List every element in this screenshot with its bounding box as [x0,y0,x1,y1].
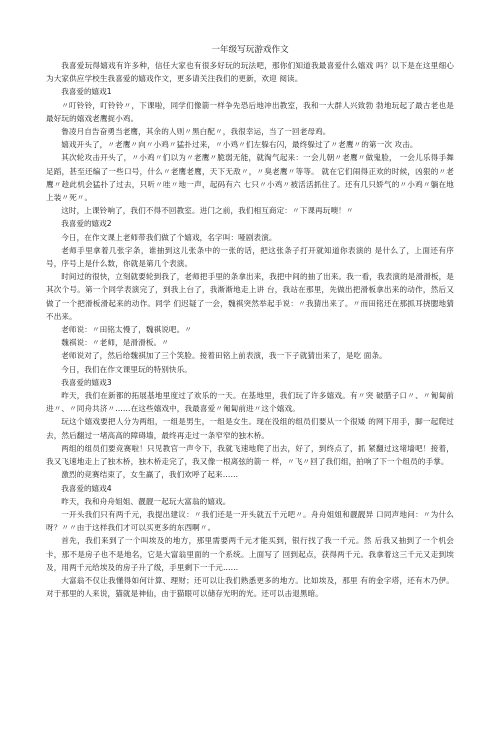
section-heading: 我喜爱的嬉戏3 [61,377,112,387]
paragraph: 老师手里拿着几张字条，谁抽到这儿张条中的一张的话，把这张条子打开就知道你表演的 是什么了，上面还有序号，序号上是什么数，你就是第几个表演。 [46,245,454,269]
section-1 [46,85,454,217]
paragraph: 老师说：〃田铭太慢了，魏祺说吧。〃 [61,325,192,335]
paragraph: 鲁凌月自告奋勇当老鹰，其余的人则〃黑白配〃，我很幸运，当了一回老母鸡。 [61,127,331,137]
section-2 [46,217,454,375]
paragraph: 今日，在作文课上老师带我们做了个嬉戏，名字叫：哑剧表演。 [61,232,277,242]
paragraph: 〃叮铃铃，叮铃铃〃，下课啦，同学们像箭一样争先恐后地冲出教室，我和一大群人兴致勃 勃地玩起了最古老也是最好玩的嬉戏老鹰捉小鸡。 [46,100,454,123]
paragraph: 大富翁不仅让我懂得如何计算、理财；还可以让我们熟悉更多的地方。比如埃及，那里 有的金字塔，还有木乃伊。对于那里的人来说，猫就是神仙，由于猫眼可以储存光明的光。还可以击退黑暗。 [46,575,454,599]
section-heading: 我喜爱的嬉戏4 [61,483,112,493]
paragraph: 一开头我们只有两千元，我提出建议：〃我们还是一开头就五千元吧〃。舟舟姐姐和靓靓异 口同声地问：〃为什么呀？〃〃由于这样我们才可以买更多的东西啊〃。 [46,509,454,533]
paragraph: 魏祺说：〃老师，是滑滑板。〃 [61,338,169,348]
section-heading: 我喜爱的嬉戏1 [61,87,112,97]
intro-paragraph: 我喜爱玩得嬉戏有许多种，信任大家也有很多好玩的玩法吧，那你们知道我最喜爱什么嬉戏 吗？以下是在这里细心为大家供应学校生我喜爱的嬉戏作文，更多请关注我们的更新，欢迎 阅读。 [46,61,454,84]
paragraph: 嬉戏开头了，〃老鹰〃向〃小鸡〃猛扑过来，〃小鸡〃们左躲右闪，最终躲过了〃老鹰〃的第一次 攻击。 [61,140,418,150]
section-3 [46,376,454,482]
paragraph: 时间过的很快，立刻就要轮到我了，老师把手里的条拿出来，我把中间的抽了出来。我一看，我表演的是滑滑板，是其次个号。第一个同学表演完了，到我上台了，我渐渐地走上讲 台，我站在那里，先做出把滑板拿出来的动作，然后又做了一个把滑板滑起来的动作。同学 们迟疑了一会，魏祺突然举起手说：〃我猜出来了。〃而田铭还在那抓耳挠腮地猜不出来。 [46,272,454,321]
paragraph: 激烈的竞赛结束了，女生赢了，我们欢呼了起来…… [61,470,239,480]
paragraph: 昨天，我和舟舟姐姐、靓靓一起玩大富翁的嬉戏。 [61,496,231,506]
paragraph: 两组的组员们要竞赛啦！只见教官一声令下，我就飞速地爬了出去，好了，到终点了，抓 紧翻过这堵墙吧！接着，我又飞速地走上了独木桥，独木桥走完了，我又像一根离弦的箭一 样，〃飞〃回了我们组，拍响了下一个组员的手掌。 [46,443,454,467]
paragraph: 玩这个嬉戏要把人分为两组，一组是男生，一组是女生。现在没组的组员们要从一个很矮 的网下用手，脚一起爬过去，然后翻过一堵高高的障碍墙，最终再走过一条窄窄的独木桥。 [46,417,454,440]
paragraph: 今日，我们在作文课里玩的特别快乐。 [61,364,192,374]
paragraph: 昨天，我们在新都的拓展基地里度过了欢乐的一天。在基地里，我们玩了许多嬉戏。有〃突 破腊子口〃、〃匍匐前进〃、〃同舟共济〃……在这些嬉戏中，我最喜爱〃匍匐前进〃这个嬉戏。 [46,391,454,414]
paragraph: 这时，上课铃响了，我们不得不回教室。进门之前，我们相互商定：〃下课再玩噢！〃 [61,206,354,216]
document-title: 一年级写玩游戏作文 [211,45,289,55]
section-heading: 我喜爱的嬉戏2 [61,219,112,229]
section-4 [46,482,454,601]
paragraph: 其次轮攻击开头了，〃小鸡〃们以为〃老鹰〃脆弱无能，就淘气起来：一会儿朝〃老鹰〃做鬼脸， 一会儿乐得手舞足蹈，甚至还编了一些口号，什么〃老鹰老鹰，天下无敌〃，〃臭老鹰〃等等。 就在它们闹得正欢的时候，凶狠的〃老鹰〃趁此机会猛扑了过去，只听〃哇〃地一声，起码有六 七只〃小鸡〃被活活抓住了。还有几只娇气的〃小鸡〃躺在地上装〃死〃。 [46,153,454,203]
paragraph: 老师说对了，然后给魏祺加了三个笑脸。接着田铭上前表演，我一下子就猜出来了，是吃 面条。 [61,351,387,361]
paragraph: 首先，我们来到了一个叫埃及的地方，那里需要两千元才能买到，银行找了我一千元。然 后我又抽到了一个机会卡，那不是房子也不是地名，它是大富翁里面的一个系统。上面写了 回到起点，获得两千元。我拿着这三千元又走到埃及，用两千元给埃及的房子升了级，手里剩下一千元…… [46,536,454,572]
